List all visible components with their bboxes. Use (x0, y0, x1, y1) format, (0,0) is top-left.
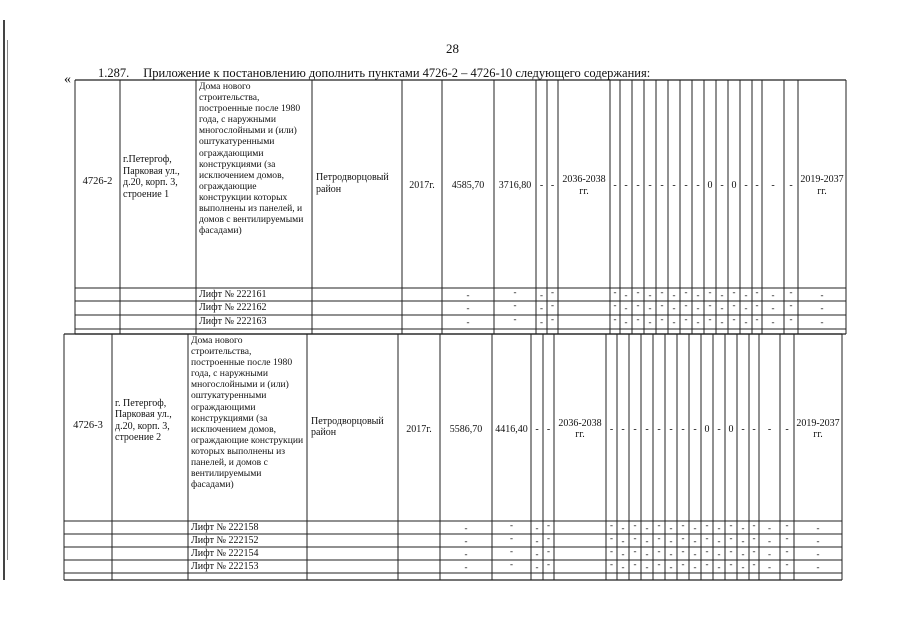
dash-cell: - (551, 287, 554, 297)
dash-cell: - (720, 180, 724, 191)
dash-cell: - (535, 562, 539, 572)
section-number: 1.287. (98, 66, 130, 80)
dash-cell: - (464, 536, 468, 546)
year-cell: 2017г. (406, 423, 432, 435)
dash-cell: - (708, 287, 712, 297)
dash-cell: - (633, 423, 637, 435)
dash-cell: - (613, 287, 617, 297)
dash-cell: - (693, 549, 697, 559)
dash-cell: - (681, 559, 685, 569)
dash-cell: - (466, 303, 470, 313)
dash-cell: - (752, 533, 756, 543)
address-cell: г.Петергоф, Парковая ул., д.20, корп. 3, строение 1 (123, 154, 180, 200)
area-total-cell: 5586,70 (449, 423, 483, 435)
dash-cell: - (729, 546, 733, 556)
dash-cell: - (752, 423, 756, 435)
dash-cell: - (785, 546, 789, 556)
dash-cell: - (648, 317, 652, 327)
area-living-cell: 3716,80 (498, 180, 532, 191)
dash-cell: - (648, 180, 652, 191)
dash-cell: - (657, 520, 661, 530)
dash-cell: - (732, 300, 736, 310)
dash-cell: - (771, 317, 775, 327)
dash-cell: - (672, 290, 676, 300)
dash-cell: - (621, 423, 625, 435)
dash-cell: - (820, 303, 824, 313)
dash-cell: - (510, 520, 513, 530)
dash-cell: - (624, 317, 628, 327)
dash-cell: - (755, 180, 759, 191)
dash-cell: - (624, 290, 628, 300)
dash-cell: - (768, 562, 771, 572)
dash-cell: - (684, 314, 688, 324)
dash-cell: - (672, 303, 676, 313)
dash-cell: - (540, 290, 543, 300)
dash-cell: - (551, 314, 554, 324)
dash-cell: - (767, 423, 772, 435)
dash-cell: - (510, 559, 513, 569)
dash-cell: - (705, 546, 709, 556)
dash-cell: - (768, 536, 771, 546)
dash-cell: - (816, 549, 820, 559)
dash-cell: - (816, 536, 820, 546)
dash-cell: - (621, 523, 625, 533)
dash-cell: - (621, 549, 625, 559)
dash-cell: - (771, 180, 775, 191)
final-period-cell: 2019-2037 гг. (796, 417, 840, 440)
dash-cell: - (645, 562, 649, 572)
dash-cell: - (693, 562, 697, 572)
district-cell: Петродворцовый район (311, 415, 384, 438)
dash-cell: - (648, 290, 652, 300)
dash-cell: - (464, 523, 468, 533)
dash-cell: - (535, 536, 539, 546)
dash-cell: - (744, 290, 748, 300)
dash-cell: - (696, 180, 700, 191)
dash-cell: - (636, 287, 640, 297)
dash-cell: - (464, 562, 468, 572)
dash-cell: - (633, 520, 637, 530)
page-number: 28 (446, 41, 459, 56)
dash-cell: - (657, 423, 661, 435)
dash-cell: - (785, 520, 789, 530)
dash-cell: - (681, 546, 685, 556)
dash-cell: - (820, 290, 824, 300)
dash-cell: - (613, 180, 617, 191)
dash-cell: - (752, 520, 756, 530)
dash-cell: - (550, 180, 555, 191)
dash-cell: - (684, 300, 688, 310)
lift-label: Лифт № 222158 (191, 522, 259, 533)
area-living-cell: 4416,40 (495, 423, 528, 435)
dash-cell: - (633, 546, 637, 556)
dash-cell: - (513, 300, 517, 310)
dash-cell: - (684, 180, 688, 191)
dash-cell: - (741, 536, 745, 546)
dash-cell: - (717, 549, 721, 559)
dash-cell: - (539, 180, 544, 191)
dash-cell: - (610, 546, 613, 556)
dash-cell: - (636, 314, 640, 324)
dash-cell: - (717, 523, 721, 533)
zero-cell: 0 (731, 180, 737, 191)
dash-cell: - (744, 180, 748, 191)
dash-cell: - (785, 559, 789, 569)
dash-cell: - (693, 536, 697, 546)
dash-cell: - (645, 423, 649, 435)
dash-cell: - (820, 317, 824, 327)
dash-cell: - (633, 559, 637, 569)
dash-cell: - (768, 523, 771, 533)
dash-cell: - (755, 300, 759, 310)
zero-cell: 0 (707, 180, 713, 191)
lift-label: Лифт № 222153 (191, 561, 259, 572)
dash-cell: - (741, 523, 745, 533)
dash-cell: - (633, 533, 637, 543)
dash-cell: - (547, 546, 550, 556)
dash-cell: - (789, 180, 793, 191)
dash-cell: - (720, 317, 724, 327)
dash-cell: - (717, 423, 721, 435)
dash-cell: - (540, 317, 543, 327)
dash-cell: - (720, 303, 724, 313)
dash-cell: - (551, 300, 554, 310)
dash-cell: - (535, 523, 539, 533)
dash-cell: - (547, 533, 550, 543)
dash-cell: - (744, 317, 748, 327)
dash-cell: - (684, 287, 688, 297)
dash-cell: - (669, 549, 673, 559)
zero-cell: 0 (728, 423, 734, 435)
dash-cell: - (621, 562, 625, 572)
dash-cell: - (789, 300, 793, 310)
dash-cell: - (636, 300, 640, 310)
lift-label: Лифт № 222163 (199, 316, 267, 327)
dash-cell: - (693, 423, 697, 435)
dash-cell: - (744, 303, 748, 313)
dash-cell: - (771, 303, 775, 313)
dash-cell: - (624, 180, 628, 191)
dash-cell: - (696, 303, 700, 313)
dash-cell: - (669, 523, 673, 533)
dash-cell: - (705, 559, 709, 569)
dash-cell: - (510, 533, 513, 543)
dash-cell: - (669, 423, 673, 435)
dash-cell: - (540, 303, 543, 313)
dash-cell: - (535, 423, 539, 435)
dash-cell: - (636, 180, 640, 191)
dash-cell: - (648, 303, 652, 313)
dash-cell: - (755, 314, 759, 324)
dash-cell: - (816, 523, 820, 533)
dash-cell: - (717, 536, 721, 546)
dash-cell: - (610, 520, 613, 530)
dash-cell: - (547, 559, 550, 569)
dash-cell: - (535, 549, 539, 559)
dash-cell: - (645, 549, 649, 559)
dash-cell: - (732, 287, 736, 297)
zero-cell: 0 (704, 423, 710, 435)
dash-cell: - (789, 314, 793, 324)
dash-cell: - (741, 562, 745, 572)
row-id: 4726-3 (73, 419, 103, 431)
dash-cell: - (768, 549, 771, 559)
dash-cell: - (693, 523, 697, 533)
dash-cell: - (645, 523, 649, 533)
lift-label: Лифт № 222162 (199, 302, 267, 313)
lift-label: Лифт № 222152 (191, 535, 259, 546)
dash-cell: - (645, 536, 649, 546)
dash-cell: - (621, 536, 625, 546)
dash-cell: - (741, 549, 745, 559)
dash-cell: - (657, 533, 661, 543)
description-cell: Дома нового строительства, построенные после 1980 года, с наружными многослойными и (или) оштукатуренными ограждающими конструкциями (за исключением домов, ограждающие конструкции которых выполнены из панелей, и домов с вентилируемыми фасадами) (199, 81, 304, 237)
dash-cell: - (741, 423, 745, 435)
dash-cell: - (696, 290, 700, 300)
dash-cell: - (660, 287, 664, 297)
description-cell: Дома нового строительства, построенные после 1980 года, с наружными многослойными и (или) оштукатуренными ограждающими конструкциями (за исключением домов, ограждающие конструкции которых выполнены из панелей, и домов с вентилируемыми фасадами) (191, 335, 304, 491)
dash-cell: - (610, 559, 613, 569)
dash-cell: - (729, 533, 733, 543)
dash-cell: - (657, 546, 661, 556)
opening-quote: « (64, 72, 71, 87)
lift-label: Лифт № 222161 (199, 289, 267, 300)
period-cell: 2036-2038 гг. (558, 417, 602, 440)
dash-cell: - (464, 549, 468, 559)
dash-cell: - (660, 314, 664, 324)
dash-cell: - (681, 520, 685, 530)
dash-cell: - (705, 520, 709, 530)
dash-cell: - (613, 300, 617, 310)
dash-cell: - (816, 562, 820, 572)
dash-cell: - (729, 520, 733, 530)
dash-cell: - (785, 533, 789, 543)
dash-cell: - (752, 546, 756, 556)
dash-cell: - (729, 559, 733, 569)
dash-cell: - (660, 180, 664, 191)
dash-cell: - (717, 562, 721, 572)
year-cell: 2017г. (409, 180, 435, 191)
dash-cell: - (610, 533, 613, 543)
dash-cell: - (681, 533, 685, 543)
dash-cell: - (547, 520, 550, 530)
dash-cell: - (789, 287, 793, 297)
dash-cell: - (696, 317, 700, 327)
dash-cell: - (657, 559, 661, 569)
dash-cell: - (669, 562, 673, 572)
dash-cell: - (785, 423, 789, 435)
dash-cell: - (510, 546, 513, 556)
dash-cell: - (546, 423, 551, 435)
dash-cell: - (672, 317, 676, 327)
row-id: 4726-2 (82, 176, 113, 187)
lift-label: Лифт № 222154 (191, 548, 259, 559)
dash-cell: - (752, 559, 756, 569)
dash-cell: - (466, 317, 470, 327)
dash-cell: - (466, 290, 470, 300)
dash-cell: - (669, 536, 673, 546)
dash-cell: - (672, 180, 676, 191)
dash-cell: - (732, 314, 736, 324)
period-cell: 2036-2038 гг. (562, 174, 606, 197)
dash-cell: - (705, 533, 709, 543)
dash-cell: - (681, 423, 685, 435)
dash-cell: - (708, 314, 712, 324)
dash-cell: - (708, 300, 712, 310)
district-cell: Петродворцовый район (316, 172, 389, 195)
final-period-cell: 2019-2037 гг. (800, 174, 844, 197)
dash-cell: - (720, 290, 724, 300)
dash-cell: - (609, 423, 614, 435)
dash-cell: - (624, 303, 628, 313)
dash-cell: - (513, 287, 517, 297)
address-cell: г. Петергоф, Парковая ул., д.20, корп. 3, строение 2 (115, 397, 172, 443)
dash-cell: - (755, 287, 759, 297)
dash-cell: - (660, 300, 664, 310)
dash-cell: - (771, 290, 775, 300)
dash-cell: - (613, 314, 617, 324)
section-heading-text: Приложение к постановлению дополнить пунктами 4726-2 – 4726-10 следующего содержания: (143, 66, 651, 80)
dash-cell: - (513, 314, 517, 324)
area-total-cell: 4585,70 (451, 180, 485, 191)
